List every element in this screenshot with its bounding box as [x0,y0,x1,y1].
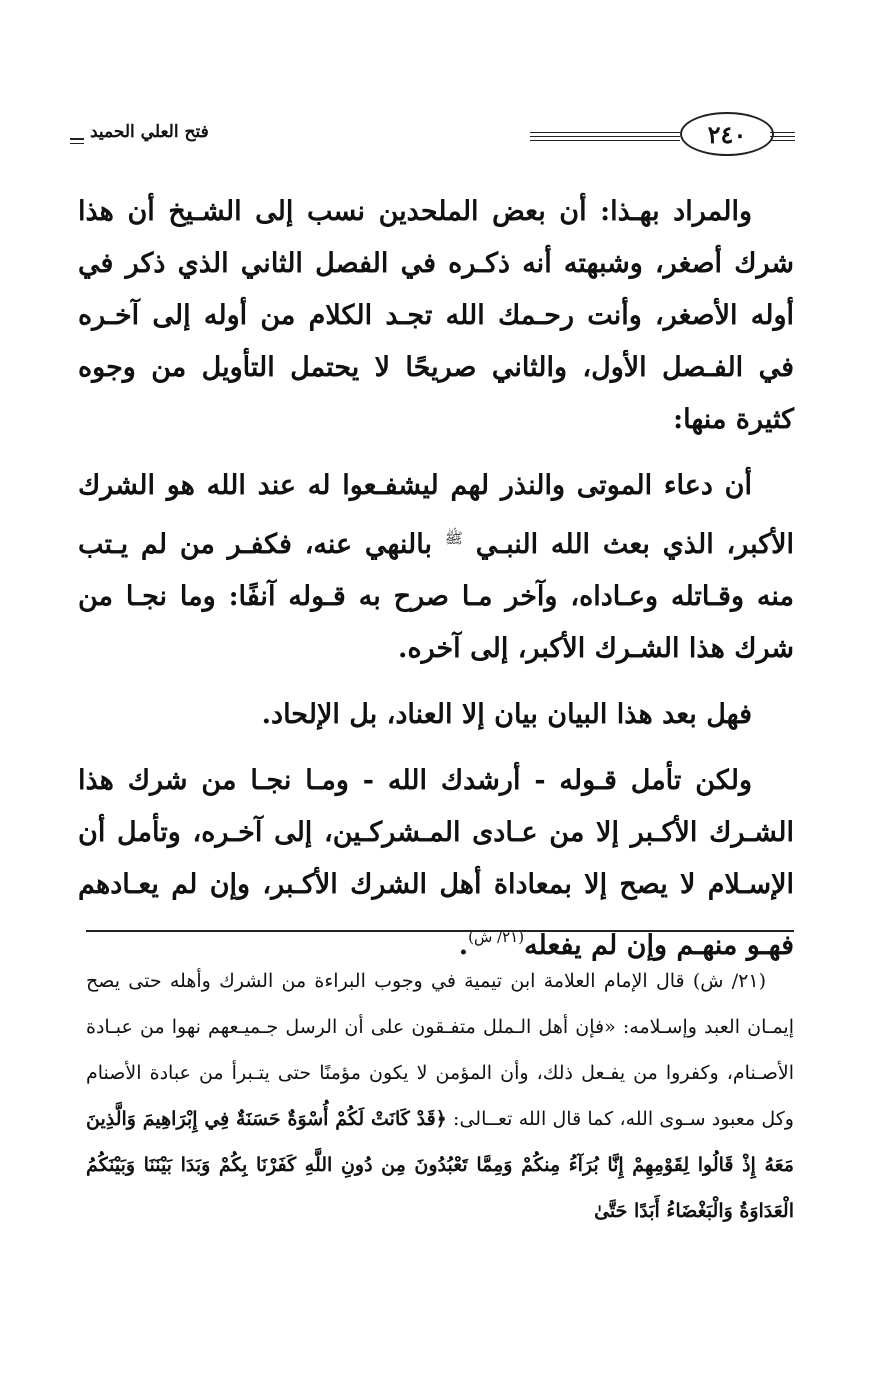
paragraph-text: أن دعاء الموتى والنذر لهم ليشفـعوا له عند الله هو الشرك الأكبر، الذي بعث الله النبـي [78,470,794,560]
paragraph: فهل بعد هذا البيان بيان إلا العناد، بل الإلحاد. [261,699,752,730]
header-rule [530,132,680,144]
honorific-glyph: ﷺ [444,529,463,547]
paragraph [78,460,794,675]
paragraph-end: . [458,930,469,961]
paragraph: والمراد بهـذا: أن بعض الملحدين نسب إلى الشـيخ أن هذا شرك أصغر، وشبهته أنه ذكـره في الفصل الثاني الذي ذكر في أوله الأصغر، وأنت رحـمك الله تجـد الكلام من أوله إلى آخـره في الفـصل الأول، والثاني صريحًا لا يحتمل التأويل من وجوه كثيرة منها: [78,196,794,435]
footnote [86,958,794,1234]
paragraph [78,755,794,972]
header-rule [770,132,795,144]
main-text [78,186,794,986]
page-header [70,108,795,162]
paragraph-text: ولكن تأمل قـوله - أرشدك الله - ومـا نجـا من شرك هذا الشـرك الأكـبر إلا من عـادى المـشركـين، إلى آخـره، وتأمل أن الإسـلام لا يصح إلا بمعاداة أهل الشرك الأكـبر، وإن لم يعـادهم فهـو منهـم وإن لم يفعله [78,765,794,961]
quran-quote: ﴿قَدْ كَانَتْ لَكُمْ أُسْوَةٌ حَسَنَةٌ فِي إِبْرَاهِيمَ وَالَّذِينَ مَعَهُ إِذْ قَالُوا لِقَوْمِهِمْ إِنَّا بُرَآءُ مِنكُمْ وَمِمَّا تَعْبُدُونَ مِن دُونِ اللَّهِ كَفَرْنَا بِكُمْ وَبَدَا بَيْنَنَا وَبَيْنَكُمُ الْعَدَاوَةُ وَالْبَغْضَاءُ أَبَدًا حَتَّىٰ [86,1108,794,1222]
footnote-text [86,958,794,1234]
page-number: ٢٤٠ [680,112,774,156]
footnote-divider [86,930,794,932]
header-rule [70,138,84,140]
footnote-intro: (٢١/ ش) قال الإمام العلامة ابن تيمية في وجوب البراءة من الشرك وأهله حتى يصح إيمـان العبد وإسـلامه: «فإن أهل الـملل متفـقون على أن الرسل جـميـعهم نهوا من عبـادة الأصـنام، وكفروا من يفـعل ذلك، وأن المؤمن لا يكون مؤمنًا حتى يتـبرأ من عبادة الأصنام وكل معبود سـوى الله، كما قال الله تعــالى: [86,970,794,1130]
running-title: فتح العلي الحميد [90,122,209,142]
header-rule [70,143,84,144]
paragraph-text: بالنهي عنه، فكفـر من لم يـتب منه وقـاتله وعـاداه، وآخر مـا صرح به قـوله آنفًا: وما نجـا من شرك هذا الشـرك الأكبر، إلى آخره. [78,529,794,664]
footnote-ref[interactable]: (٢١/ ش) [468,928,525,946]
